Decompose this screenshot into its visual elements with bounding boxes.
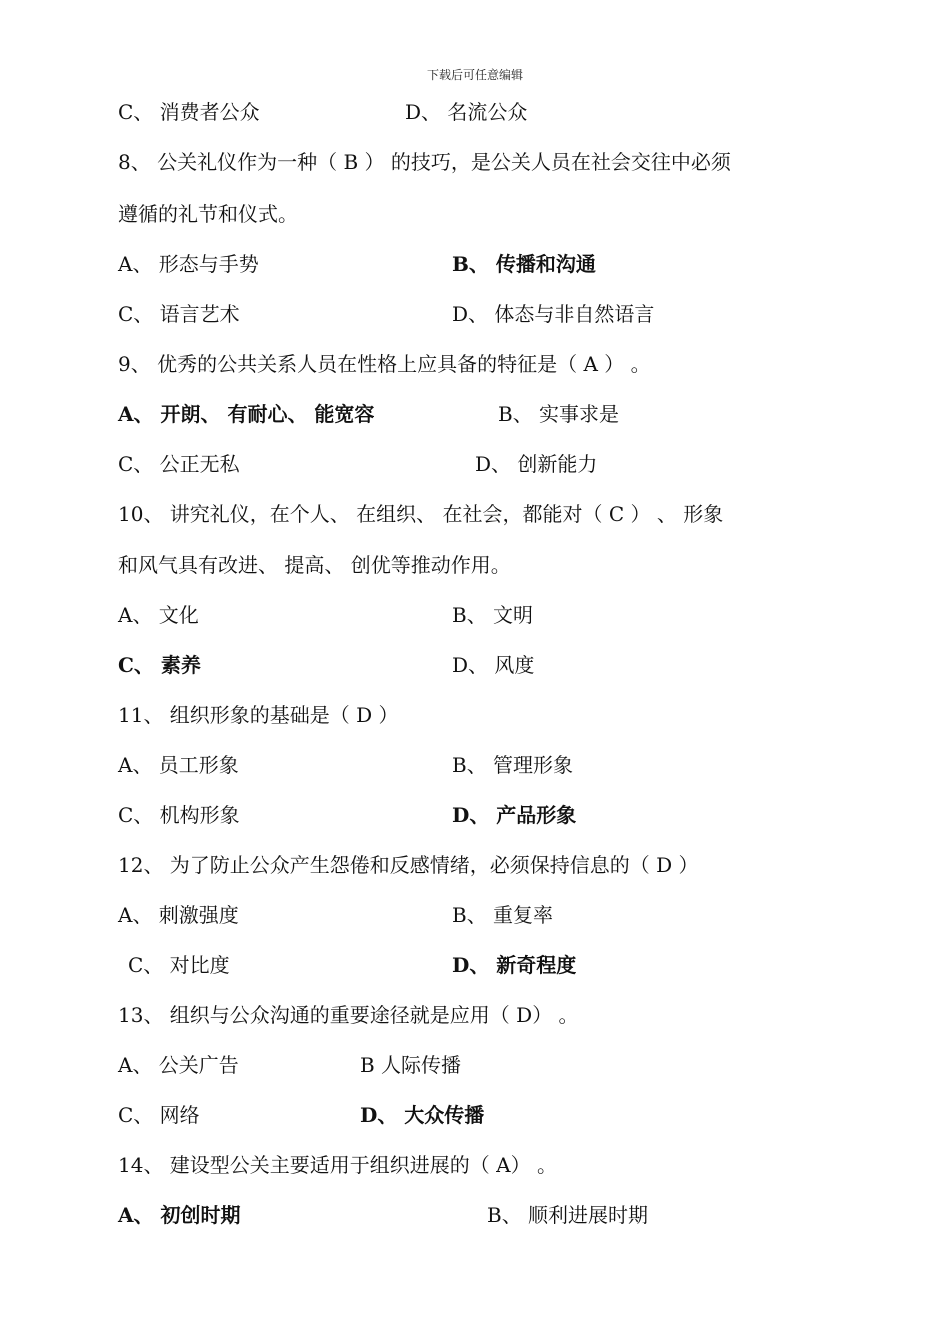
question-13-option-c: C、 网络 <box>118 1103 200 1127</box>
question-8-option-b: B、 传播和沟通 <box>452 252 596 276</box>
option-c: C、 消费者公众 <box>118 100 260 124</box>
question-10: 10、 讲究礼仪，在个人、 在组织、 在社会，都能对（ C ） 、 形象 <box>118 502 724 526</box>
question-13-option-a: A、 公关广告 <box>118 1053 239 1077</box>
question-10-cont: 和风气具有改进、 提高、 创优等推动作用。 <box>118 553 511 577</box>
question-12: 12、 为了防止公众产生怨倦和反感情绪，必须保持信息的（ D ） <box>118 853 699 877</box>
question-13-option-b: B 人际传播 <box>360 1053 462 1077</box>
question-11-option-b: B、 管理形象 <box>452 753 574 777</box>
question-9-option-d: D、 创新能力 <box>475 452 598 476</box>
question-8: 8、 公关礼仪作为一种（ B ） 的技巧，是公关人员在社会交往中必须 <box>118 150 731 174</box>
question-11-option-a: A、 员工形象 <box>118 753 239 777</box>
question-12-option-c: C、 对比度 <box>128 953 230 977</box>
question-13: 13、 组织与公众沟通的重要途径就是应用（ D） 。 <box>118 1003 579 1027</box>
question-14-option-a: A、 初创时期 <box>118 1203 241 1227</box>
question-14-option-b: B、 顺利进展时期 <box>487 1203 649 1227</box>
option-d: D、 名流公众 <box>405 100 528 124</box>
question-11: 11、 组织形象的基础是（ D ） <box>118 703 399 727</box>
question-11-option-d: D、 产品形象 <box>452 803 577 827</box>
question-12-option-b: B、 重复率 <box>452 903 554 927</box>
question-12-option-d: D、 新奇程度 <box>452 953 577 977</box>
question-10-option-a: A、 文化 <box>118 603 199 627</box>
question-9-option-a: A、 开朗、 有耐心、 能宽容 <box>118 402 375 426</box>
question-9-option-c: C、 公正无私 <box>118 452 240 476</box>
question-11-option-c: C、 机构形象 <box>118 803 240 827</box>
question-9: 9、 优秀的公共关系人员在性格上应具备的特征是（ A ） 。 <box>118 352 651 376</box>
question-10-option-c: C、 素养 <box>118 653 201 677</box>
question-10-option-b: B、 文明 <box>452 603 534 627</box>
question-12-option-a: A、 刺激强度 <box>118 903 239 927</box>
question-8-cont: 遵循的礼节和仪式。 <box>118 202 298 226</box>
question-10-option-d: D、 风度 <box>452 653 535 677</box>
question-8-option-d: D、 体态与非自然语言 <box>452 302 655 326</box>
question-8-option-c: C、 语言艺术 <box>118 302 240 326</box>
question-14: 14、 建设型公关主要适用于组织进展的（ A） 。 <box>118 1153 557 1177</box>
question-9-option-b: B、 实事求是 <box>498 402 620 426</box>
page-header: 下载后可任意编辑 <box>426 68 523 82</box>
question-13-option-d: D、 大众传播 <box>360 1103 485 1127</box>
question-8-option-a: A、 形态与手势 <box>118 252 259 276</box>
